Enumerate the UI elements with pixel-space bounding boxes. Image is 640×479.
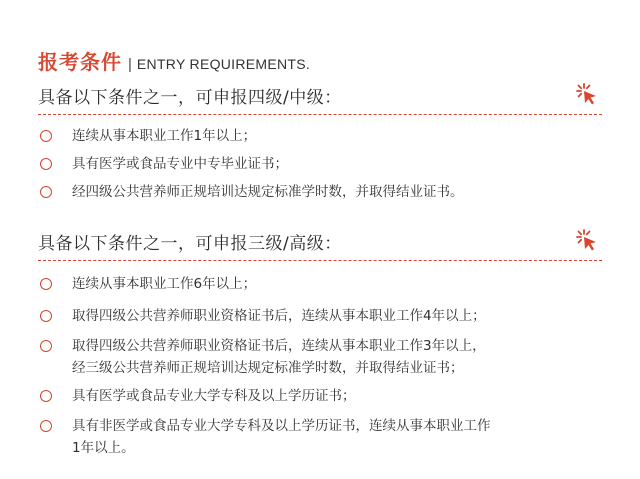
list-item xyxy=(38,415,602,459)
list-item xyxy=(38,335,602,379)
requirements-list xyxy=(38,273,602,459)
section-title: 具备以下条件之一，可申报四级/中级： xyxy=(38,87,342,108)
list-item xyxy=(38,273,602,295)
list-item xyxy=(38,153,602,175)
circle-bullet-icon xyxy=(40,420,52,432)
section-title: 具备以下条件之一，可申报三级/高级： xyxy=(38,233,342,254)
header-title-cn: 报考条件 xyxy=(38,50,122,74)
list-item-text: 具有非医学或食品专业大学专科及以上学历证书，连续从事本职业工作 1年以上。 xyxy=(72,418,491,456)
click-cursor-icon xyxy=(574,228,600,254)
requirements-list xyxy=(38,125,602,203)
dashed-divider xyxy=(38,260,602,261)
dashed-divider xyxy=(38,114,602,115)
section-header xyxy=(38,46,310,75)
circle-bullet-icon xyxy=(40,158,52,170)
circle-bullet-icon xyxy=(40,186,52,198)
list-item xyxy=(38,385,602,407)
list-item-text: 具有医学或食品专业中专毕业证书； xyxy=(72,156,288,172)
click-cursor-icon xyxy=(574,82,600,108)
header-title-en: ENTRY REQUIREMENTS. xyxy=(136,56,311,72)
list-item xyxy=(38,305,602,327)
list-item-text: 取得四级公共营养师职业资格证书后，连续从事本职业工作3年以上， 经三级公共营养师正规培训达规定标准学时数，并取得结业证书； xyxy=(72,338,486,376)
section-level-4 xyxy=(38,80,602,203)
list-item-text: 经四级公共营养师正规培训达规定标准学时数，并取得结业证书。 xyxy=(72,184,464,200)
circle-bullet-icon xyxy=(40,278,52,290)
list-item-text: 连续从事本职业工作1年以上； xyxy=(72,128,257,144)
circle-bullet-icon xyxy=(40,340,52,352)
circle-bullet-icon xyxy=(40,130,52,142)
list-item-text: 具有医学或食品专业大学专科及以上学历证书； xyxy=(72,388,356,404)
list-item-text: 连续从事本职业工作6年以上； xyxy=(72,276,257,292)
list-item xyxy=(38,125,602,147)
header-separator: | xyxy=(128,56,132,73)
section-level-3 xyxy=(38,226,602,459)
circle-bullet-icon xyxy=(40,310,52,322)
list-item xyxy=(38,181,602,203)
circle-bullet-icon xyxy=(40,390,52,402)
list-item-text: 取得四级公共营养师职业资格证书后，连续从事本职业工作4年以上； xyxy=(72,308,486,324)
